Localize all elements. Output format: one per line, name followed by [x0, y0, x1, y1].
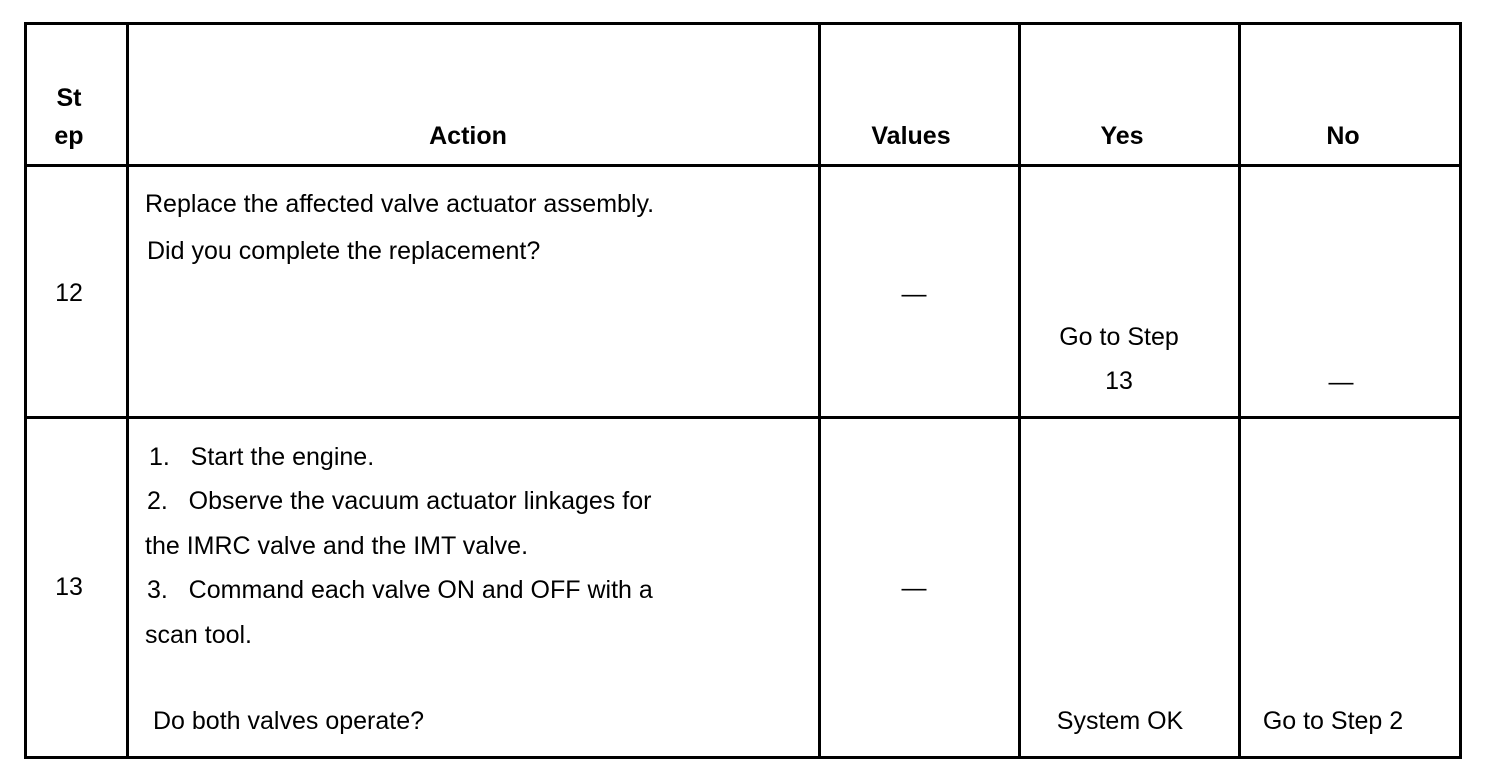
column-divider-yes: [1238, 22, 1241, 759]
row-action-line: 2. Observe the vacuum actuator linkages for: [147, 487, 652, 515]
table-border-bottom: [24, 756, 1462, 759]
header-no: No: [1326, 122, 1360, 150]
row-action-line: scan tool.: [145, 621, 253, 649]
row-action-line: 1. Start the engine.: [149, 443, 375, 471]
header-step-line2: ep: [54, 122, 84, 150]
table-border-top: [24, 22, 1462, 25]
row-yes-line: 13: [1105, 367, 1133, 395]
row-action-line: Do both valves operate?: [153, 707, 425, 735]
row-no: —: [1328, 368, 1354, 396]
column-divider-step: [126, 22, 129, 759]
row-step-number: 12: [55, 279, 83, 307]
row-values: —: [901, 574, 927, 602]
row-values: —: [901, 280, 927, 308]
row-no: Go to Step 2: [1262, 707, 1404, 735]
row-step-number: 13: [55, 573, 83, 601]
row-yes-line: Go to Step: [1059, 323, 1179, 351]
header-separator: [24, 164, 1462, 167]
row-yes: System OK: [1056, 707, 1184, 735]
row-action-line: 3. Command each valve ON and OFF with a: [147, 576, 653, 604]
column-divider-action: [818, 22, 821, 759]
row-action-line: Did you complete the replacement?: [147, 237, 541, 265]
row-separator: [24, 416, 1462, 419]
table-border-right: [1459, 22, 1462, 759]
header-action: Action: [429, 122, 507, 150]
row-action-line: Replace the affected valve actuator assembly.: [145, 190, 655, 218]
header-yes: Yes: [1100, 122, 1144, 150]
row-action-line: the IMRC valve and the IMT valve.: [145, 532, 529, 560]
table-border-left: [24, 22, 27, 759]
header-step-line1: St: [56, 84, 82, 112]
header-values: Values: [871, 122, 951, 150]
column-divider-values: [1018, 22, 1021, 759]
